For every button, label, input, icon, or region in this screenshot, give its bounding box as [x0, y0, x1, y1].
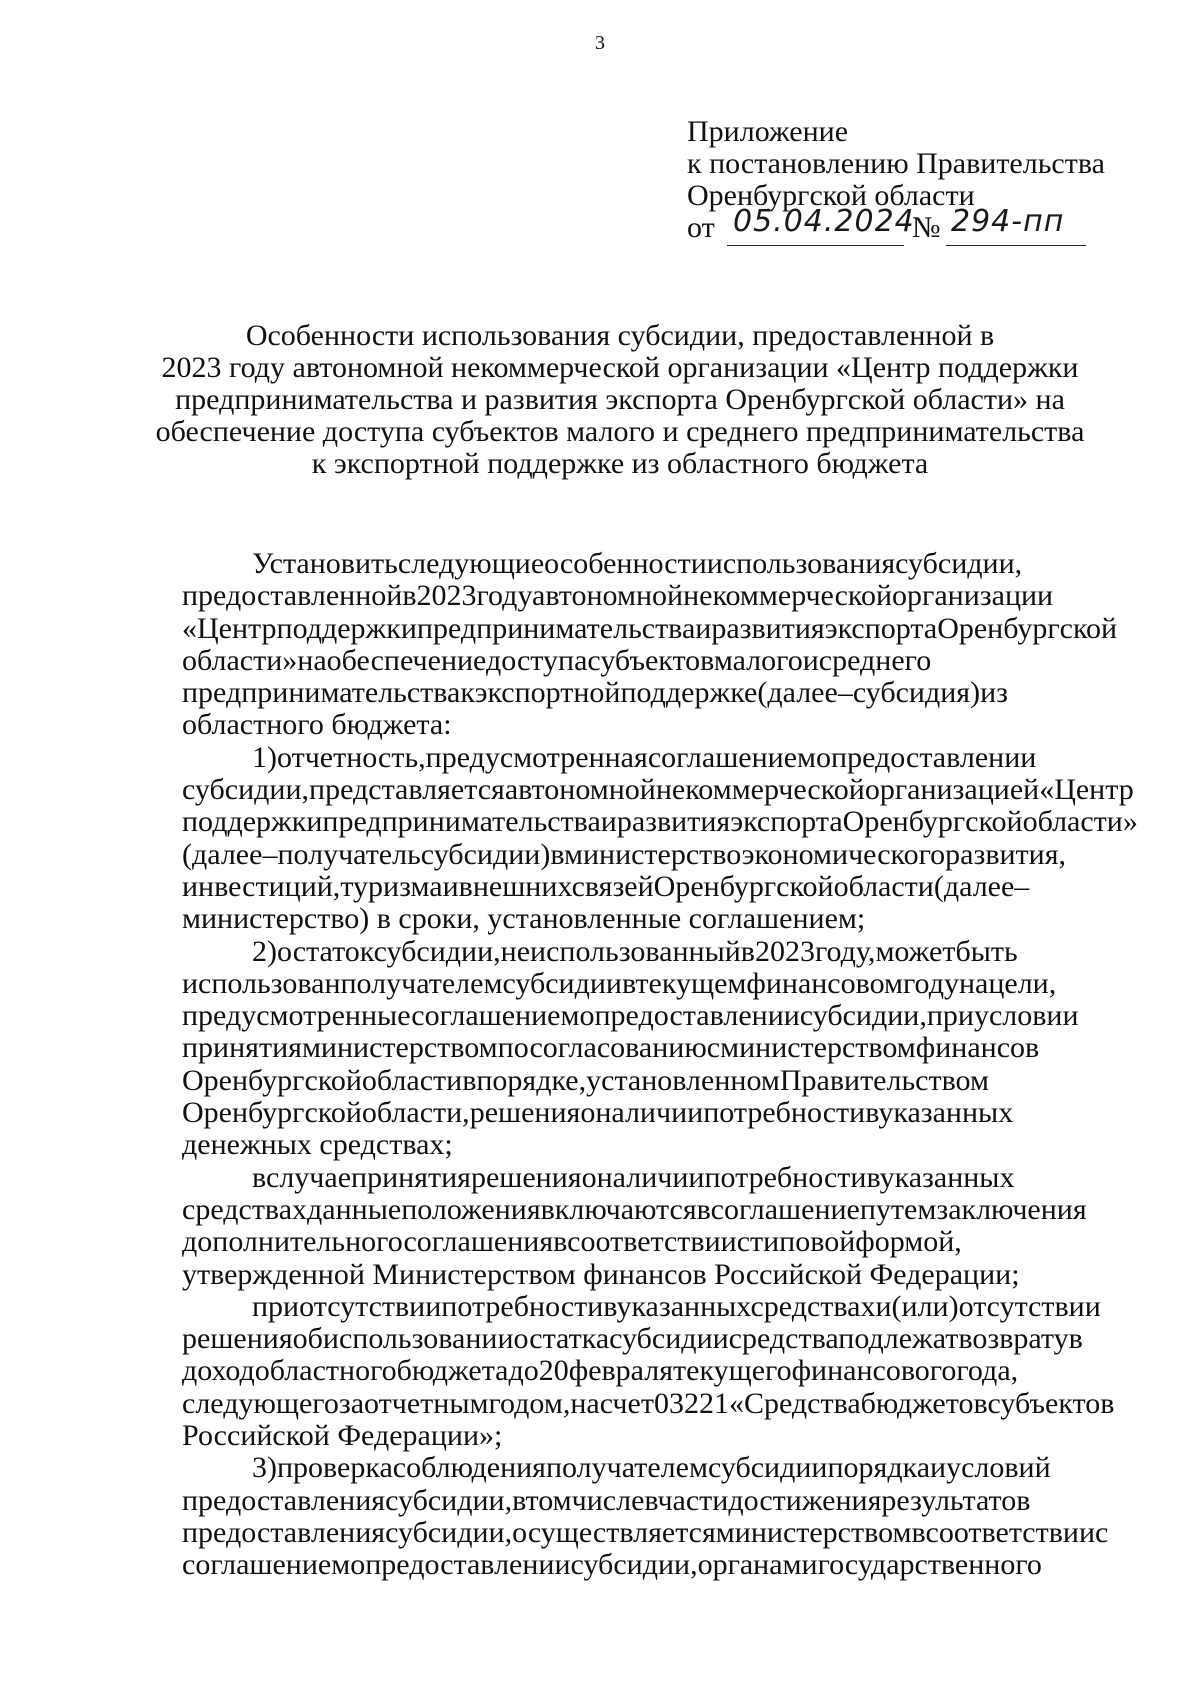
body-word: предоставлении [594, 999, 800, 1033]
body-line [182, 1452, 1128, 1484]
body-word: субсидии, [385, 1515, 513, 1549]
body-word: указанных [616, 1289, 751, 1323]
body-line [182, 871, 1128, 903]
body-word: бюджетов [860, 1386, 988, 1420]
body-word: некоммерческой [683, 579, 893, 613]
body-word: путем [859, 1192, 937, 1226]
body-word: соглашением [647, 740, 817, 774]
body-word: экспортной [474, 676, 621, 710]
body-line [182, 1097, 1128, 1129]
body-line: денежных средствах; [182, 1128, 453, 1162]
body-word: включаются [540, 1192, 697, 1226]
body-word: года, [956, 1354, 1019, 1388]
body-word: финансового [791, 1354, 957, 1388]
body-word: заключения [936, 1192, 1087, 1226]
body-line [182, 1517, 1128, 1549]
handwritten-date: 05.04.2024 [733, 204, 915, 239]
body-word: – [262, 837, 278, 871]
body-word: субсидии, [570, 1548, 698, 1582]
body-line [182, 1549, 1128, 1581]
body-line [182, 1194, 1128, 1226]
body-word: предусмотренная [425, 740, 648, 774]
body-word: бюджета [396, 1354, 509, 1388]
body-line [182, 936, 1128, 968]
body-word: субсидии, [182, 773, 310, 807]
body-word: на [297, 643, 327, 677]
body-word: «Центр [1039, 773, 1134, 807]
body-word: министерством [715, 1515, 912, 1549]
body-word: доступа [485, 643, 588, 677]
body-word: условии [973, 999, 1079, 1033]
body-word: внешних [458, 869, 572, 903]
body-line: утвержденной Министерством финансов Российской Федерации; [182, 1257, 1020, 1291]
body-word: принятия [351, 1160, 471, 1194]
body-word: на [570, 1386, 600, 1420]
body-word: поддержки [276, 611, 417, 645]
body-word: формой, [855, 1225, 962, 1259]
body-word: порядка [827, 1451, 931, 1485]
body-word: предпринимательства [416, 611, 696, 645]
number-label: № [912, 211, 941, 244]
body-word: средствах [182, 1192, 308, 1226]
body-word: не [500, 934, 531, 968]
body-word: области» [1022, 805, 1138, 839]
body-word: соответствии [925, 1515, 1096, 1549]
body-word: решения [470, 1160, 582, 1194]
body-line [182, 1388, 1128, 1420]
body-word: о [579, 999, 595, 1033]
body-word: связей [571, 869, 654, 903]
body-word: Оренбургской [182, 1063, 362, 1097]
body-word: субсидии [609, 1322, 729, 1356]
body-word: соглашения [403, 1225, 554, 1259]
body-word: в [865, 1096, 879, 1130]
body-line [182, 805, 1138, 839]
body-word: государственного [817, 1548, 1042, 1582]
body-word: решения [182, 1322, 293, 1356]
body-word: с [1095, 1515, 1109, 1549]
body-word: числе [571, 1483, 645, 1517]
body-word: в [740, 934, 755, 968]
body-word: случае [266, 1160, 352, 1194]
body-word: средства [728, 1322, 839, 1356]
body-word: за [338, 1386, 365, 1420]
body-word: области, [361, 1096, 470, 1130]
body-line [182, 1485, 1128, 1517]
body-word: до [508, 1354, 539, 1388]
body-line [182, 677, 1128, 709]
body-word: предпринимательства [182, 676, 461, 710]
body-word: доход [182, 1354, 255, 1388]
body-line: Российской Федерации»; [182, 1419, 503, 1453]
page-number: 3 [595, 32, 605, 54]
body-word: в [911, 1515, 926, 1549]
body-word: использованный [530, 934, 741, 968]
body-word: субъектов [987, 1386, 1115, 1420]
body-line [182, 968, 1128, 1000]
body-word: туризма [340, 869, 443, 903]
body-word: порядке, [476, 1063, 587, 1097]
body-word: условий [946, 1451, 1051, 1485]
body-word: – [837, 676, 853, 710]
body-word: финансов [915, 1031, 1040, 1065]
body-word: предоставленной [182, 579, 403, 613]
body-word: отсутствии [299, 1289, 442, 1323]
body-word: в [1068, 1322, 1083, 1356]
body-word: субсидии) [420, 837, 551, 871]
body-word: получатель [277, 837, 421, 871]
body-word: текущего [673, 1354, 792, 1388]
body-word: развития [711, 611, 825, 645]
title-line: к экспортной поддержке из областного бюджета [311, 447, 929, 480]
body-word: следующие [397, 547, 545, 580]
title-line: Особенности использования субсидии, предоставленной в [245, 319, 995, 352]
body-line [182, 1065, 1128, 1097]
body-word: 3) [252, 1451, 277, 1485]
body-word: 2023 [754, 934, 815, 968]
date-underline [727, 245, 904, 246]
body-word: в [603, 1289, 617, 1323]
body-word: 2023 [416, 579, 477, 613]
body-word: достижения [728, 1483, 882, 1517]
body-word: типовой [750, 1225, 856, 1259]
body-word: Оренбургской [937, 611, 1118, 645]
body-word: органами [697, 1548, 818, 1582]
body-word: – [1014, 869, 1030, 903]
body-word: соглашением [411, 999, 580, 1033]
from-label: от [687, 211, 715, 244]
body-word: об [292, 1322, 323, 1356]
body-line [182, 773, 1134, 807]
body-word: получателем [545, 1451, 708, 1485]
body-word: о [350, 1548, 366, 1582]
body-word: «Центр [182, 611, 277, 645]
body-word: году [903, 966, 959, 1000]
body-line: областного бюджета: [182, 708, 452, 742]
body-word: на [958, 966, 989, 1000]
title-line: обеспечение доступа субъектов малого и среднего предпринимательства [155, 415, 1085, 448]
body-word: предусмотренные [182, 999, 412, 1033]
body-word: наличии [596, 1160, 705, 1194]
body-word: предпринимательства [322, 805, 601, 839]
title-line: предпринимательства и развития экспорта Оренбургской области» на [175, 383, 1065, 416]
body-word: поддержке [620, 676, 758, 710]
body-word: экспорта [730, 805, 843, 839]
body-word: инвестиций, [182, 869, 341, 903]
body-word: проверка [277, 1451, 393, 1485]
document-title [150, 320, 1090, 480]
body-word: цели, [988, 966, 1057, 1000]
annex-date-number-row [687, 204, 1147, 250]
body-word: 1) [252, 740, 277, 774]
body-word: при [252, 1289, 300, 1323]
body-word: министерство [563, 837, 742, 871]
body-word: году, [814, 934, 876, 968]
body-word: использовании [322, 1322, 514, 1356]
annex-region: Оренбургской области [687, 179, 975, 212]
body-word: потребности [441, 1289, 604, 1323]
body-line [182, 1355, 1128, 1387]
body-word: получателем [340, 966, 503, 1000]
body-word: предоставлении [365, 1548, 571, 1582]
body-word: субсидия) [852, 676, 981, 710]
body-word: 03221 [653, 1386, 729, 1420]
body-line [182, 1323, 1128, 1355]
body-word: с [706, 1031, 721, 1065]
body-word: принятия [182, 1031, 302, 1065]
body-word: соглашением [182, 1548, 351, 1582]
body-word: осуществляется [512, 1515, 716, 1549]
body-word: следующего [182, 1386, 339, 1420]
body-word: результатов [881, 1483, 1031, 1517]
body-word: решения [469, 1096, 581, 1130]
body-word: министерством [301, 1031, 498, 1065]
body-word: субъектов [587, 643, 714, 677]
body-word: субсидии [502, 966, 622, 1000]
body-word: и [930, 1451, 947, 1485]
body-word: Оренбургской [182, 1096, 362, 1130]
body-word: в [252, 1160, 266, 1194]
body-word: потребности [703, 1096, 866, 1130]
body-word: и [442, 869, 459, 903]
body-word: предоставления [182, 1515, 386, 1549]
body-word: остаток [277, 934, 374, 968]
body-word: в [644, 1483, 658, 1517]
body-word: и [600, 805, 617, 839]
annex-resolution-ref: к постановлению Правительства [687, 147, 1105, 180]
body-word: о [581, 1160, 597, 1194]
body-word: особенности [544, 547, 707, 580]
body-word: указанных [879, 1160, 1015, 1194]
body-word: в [462, 1063, 477, 1097]
body-word: субсидии, [385, 1483, 513, 1517]
body-word: субсидии, [895, 547, 1023, 580]
body-line [182, 1162, 1128, 1194]
body-word: данные [307, 1192, 402, 1226]
body-word: в [621, 966, 636, 1000]
body-word: средствах [750, 1289, 876, 1323]
body-word: отсутствии [958, 1289, 1101, 1323]
body-word: области» [182, 643, 298, 677]
body-word: том [525, 1483, 572, 1517]
body-word: развития [616, 805, 731, 839]
body-word: остатка [513, 1322, 610, 1356]
body-word: субсидии [707, 1451, 828, 1485]
body-word: в [550, 837, 564, 871]
body-word: и [875, 1289, 892, 1323]
body-word: министерством [720, 1031, 916, 1065]
body-word: использован [182, 966, 341, 1000]
body-word: соответствии [567, 1225, 737, 1259]
body-word: возврату [958, 1322, 1069, 1356]
body-word: положения [401, 1192, 541, 1226]
title-line: 2023 году автономной некоммерческой организации «Центр поддержки [161, 351, 1079, 384]
body-word: субсидии, [373, 934, 501, 968]
body-word: областного [254, 1354, 397, 1388]
body-word: быть [955, 934, 1018, 968]
body-word: наличии [595, 1096, 704, 1130]
body-word: отчетность, [277, 740, 426, 774]
body-word: подлежат [838, 1322, 959, 1356]
body-word: Оренбургской [842, 805, 1023, 839]
body-word: соглашение [710, 1192, 860, 1226]
body-line [182, 580, 1128, 612]
body-word: развития, [945, 837, 1067, 871]
body-line [182, 1226, 1128, 1258]
body-word: указанных [878, 1096, 1014, 1130]
body-word: организации [892, 579, 1054, 613]
body-word: и [695, 611, 712, 645]
body-word: году [476, 579, 533, 613]
body-word: субсидии, [799, 999, 927, 1033]
body-word: экономического [741, 837, 946, 871]
body-word: в [866, 1160, 880, 1194]
body-word: части [657, 1483, 729, 1517]
body-word: о [580, 1096, 596, 1130]
handwritten-number: 294-пп [951, 204, 1065, 239]
body-word: в [553, 1225, 568, 1259]
annex-heading: Приложение [687, 115, 849, 148]
body-line [182, 839, 1128, 871]
body-word: 2) [252, 934, 277, 968]
body-word: в [512, 1483, 526, 1517]
body-word: к [460, 676, 475, 710]
body-line [182, 1291, 1128, 1323]
body-word: годом, [488, 1386, 571, 1420]
body-word: предоставлении [831, 740, 1037, 774]
body-word: использования [706, 547, 896, 580]
body-word: соблюдения [392, 1451, 546, 1485]
body-word: организацией [864, 773, 1040, 807]
body-word: в [696, 1192, 711, 1226]
body-word: финансовом [746, 966, 903, 1000]
body-word: счет [599, 1386, 654, 1420]
body-word: предоставления [182, 1483, 386, 1517]
body-word: автономной [504, 773, 656, 807]
body-word: «Средства [728, 1386, 861, 1420]
body-line [182, 548, 1128, 580]
body-word: области [361, 1063, 463, 1097]
body-word: при [926, 999, 974, 1033]
body-word: поддержки [182, 805, 323, 839]
body-word: из [980, 676, 1008, 710]
body-word: некоммерческой [655, 773, 865, 807]
body-word: о [816, 740, 832, 774]
body-word: отчетным [364, 1386, 489, 1420]
body-word: (далее [933, 869, 1015, 903]
body-word: экспорта [824, 611, 938, 645]
body-word: (далее [757, 676, 838, 710]
body-word: согласованию [529, 1031, 707, 1065]
body-word: области [833, 869, 934, 903]
body-word: (или) [891, 1289, 959, 1323]
body-word: установленном [586, 1063, 780, 1097]
body-word: Оренбургской [653, 869, 834, 903]
body-line: министерство) в сроки, установленные соглашением; [182, 902, 866, 936]
body-word: текущем [635, 966, 747, 1000]
body-line [182, 1032, 1128, 1064]
body-word: по [497, 1031, 530, 1065]
annex-block [687, 116, 1147, 250]
body-line [182, 1000, 1128, 1032]
body-word: и [802, 643, 819, 677]
body-word: 20 [538, 1354, 569, 1388]
body-word: малого [713, 643, 803, 677]
body-word: автономной [532, 579, 684, 613]
body-word: среднего [818, 643, 932, 677]
body-word: Правительством [779, 1063, 989, 1097]
body-line [182, 645, 1128, 677]
body-word: (далее [182, 837, 263, 871]
body-line [182, 613, 1128, 645]
body-word: потребности [704, 1160, 867, 1194]
number-underline [946, 245, 1086, 246]
body-word: обеспечение [326, 643, 486, 677]
body-word: представляется [309, 773, 505, 807]
body-line [182, 742, 1128, 774]
body-word: с [736, 1225, 751, 1259]
body-word: в [402, 579, 417, 613]
document-body [182, 547, 1138, 1582]
body-word: февраля [568, 1354, 674, 1388]
body-word: дополнительного [182, 1225, 404, 1259]
body-word: может [875, 934, 956, 968]
body-word: Установить [252, 547, 398, 580]
